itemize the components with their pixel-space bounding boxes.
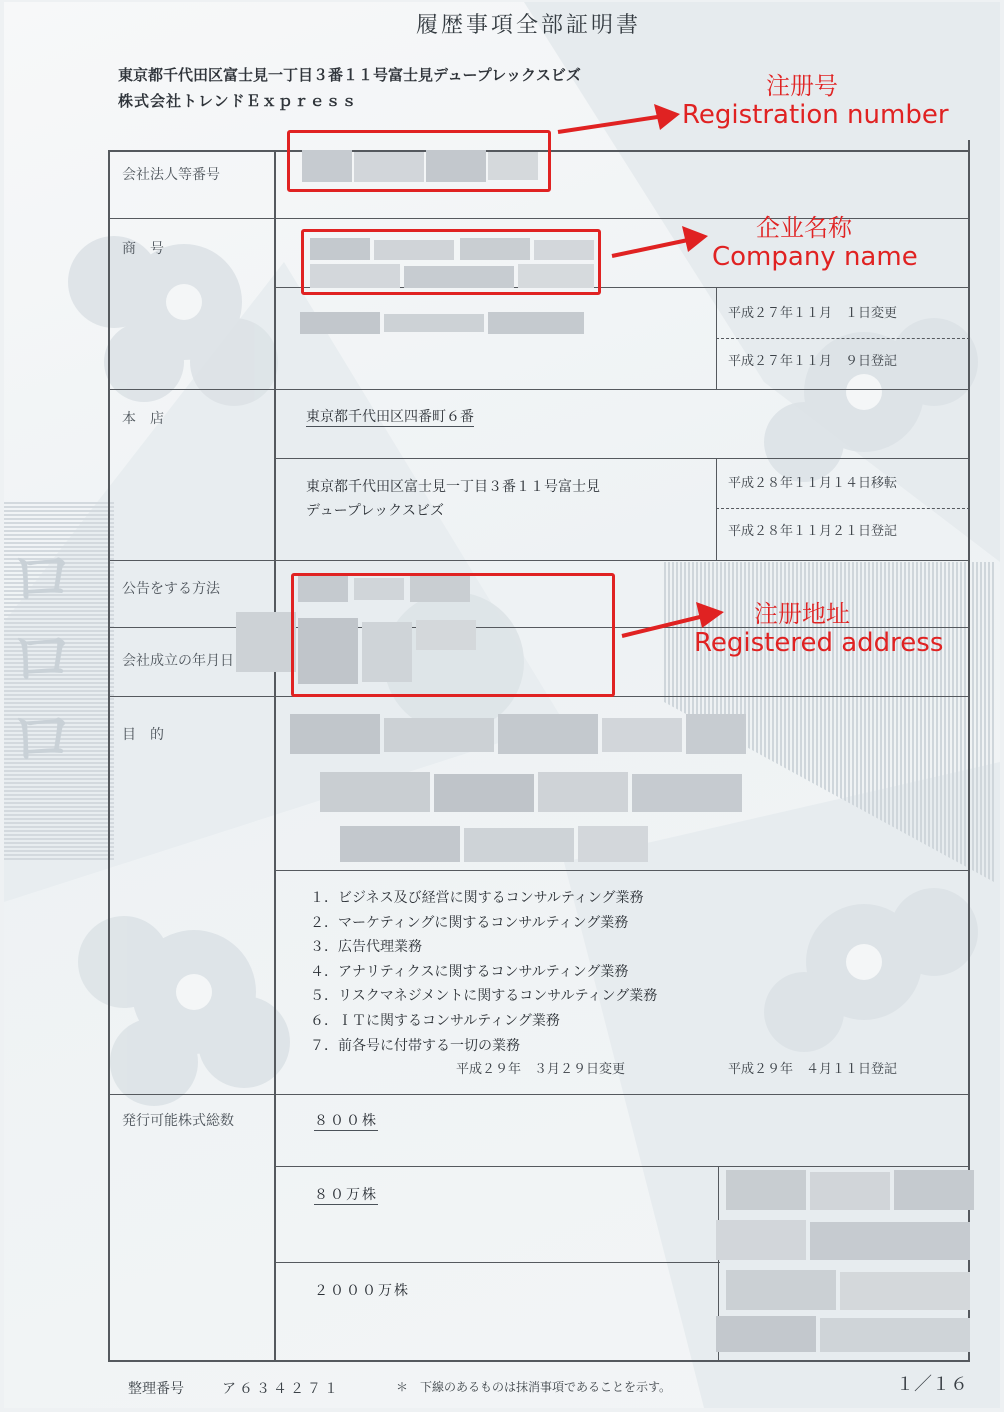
purpose-label: 目 的 — [122, 727, 164, 743]
authorized-shares-2: ８０万株 — [314, 1187, 378, 1203]
head-office-move-date: 平成２８年１１月１４日移転 — [728, 476, 898, 491]
registration-number-en-label: Registration number — [682, 100, 949, 130]
purpose-registration-date: 平成２９年 ４月１１日登記 — [728, 1062, 898, 1077]
redacted-former-name — [300, 308, 590, 336]
arrow-icon — [608, 220, 718, 266]
redacted-share-dates — [716, 1166, 978, 1356]
head-office-old-address: 東京都千代田区四番町６番 — [306, 409, 474, 425]
trade-name-label: 商 号 — [122, 241, 164, 257]
serial-number: ア６３４２７１ — [222, 1381, 341, 1397]
redacted-smudge — [236, 612, 296, 672]
page-number: １／１６ — [896, 1374, 968, 1395]
label-column-divider — [274, 150, 276, 1362]
head-office-registration-date: 平成２８年１１月２１日登記 — [728, 524, 898, 539]
watermark-glyph: ロ — [6, 536, 79, 620]
document-title: 履歴事項全部証明書 — [416, 13, 642, 38]
row-divider — [276, 870, 970, 871]
table-border-bottom — [108, 1360, 970, 1362]
serial-label: 整理番号 — [128, 1381, 184, 1397]
footer-note: ＊ 下線のあるものは抹消事項であることを示す。 — [396, 1380, 672, 1394]
certificate-page — [4, 2, 1000, 1408]
registered-address-cn-label: 注册地址 — [754, 600, 850, 628]
registration-number-highlight — [287, 130, 551, 192]
trade-name-change-date: 平成２７年１１月 １日変更 — [728, 306, 898, 321]
purpose-list — [310, 886, 657, 1058]
company-address-line: 東京都千代田区富士見一丁目３番１１号富士見デュープレックスビズ — [118, 66, 581, 84]
row-divider — [108, 1094, 970, 1095]
arrow-icon — [554, 98, 694, 148]
company-name-en-label: Company name — [712, 242, 918, 272]
purpose-item: ４．アナリティクスに関するコンサルティング業務 — [310, 963, 629, 980]
notice-method-label: 公告をする方法 — [122, 581, 220, 597]
row-divider — [108, 389, 970, 390]
registered-address-highlight — [291, 573, 615, 697]
head-office-new-address-2: デュープレックスビズ — [306, 503, 445, 519]
company-name-cn-label: 企业名称 — [756, 214, 852, 242]
purpose-item: ２．マーケティングに関するコンサルティング業務 — [310, 914, 629, 931]
purpose-item: ５．リスクマネジメントに関するコンサルティング業務 — [310, 988, 658, 1005]
purpose-change-date: 平成２９年 ３月２９日変更 — [456, 1062, 626, 1077]
redacted-old-purpose — [290, 714, 760, 866]
table-border-left — [108, 150, 110, 1362]
authorized-shares-label: 発行可能株式総数 — [122, 1113, 234, 1129]
date-dashed-divider — [716, 508, 970, 509]
trade-name-registration-date: 平成２７年１１月 ９日登記 — [728, 354, 898, 369]
date-dashed-divider — [716, 338, 970, 339]
head-office-label: 本 店 — [122, 411, 164, 427]
company-name-line: 株式会社トレンドＥｘｐｒｅｓｓ — [118, 92, 358, 110]
date-column-divider — [716, 458, 717, 560]
row-divider — [108, 560, 970, 561]
authorized-shares-1: ８００株 — [314, 1113, 378, 1129]
watermark-glyph: ロ — [6, 616, 79, 700]
watermark-glyph: ロ — [6, 696, 79, 780]
authorized-shares-3: ２０００万株 — [314, 1283, 410, 1299]
company-name-highlight — [301, 229, 601, 295]
established-date-label: 会社成立の年月日 — [122, 653, 234, 669]
row-divider — [276, 1262, 720, 1263]
purpose-item: ７．前各号に付帯する一切の業務 — [310, 1037, 520, 1054]
row-divider — [276, 458, 970, 459]
purpose-item: ６．ＩＴに関するコンサルティング業務 — [310, 1012, 560, 1029]
registration-number-cn-label: 注册号 — [766, 72, 838, 100]
purpose-item: ３．広告代理業務 — [310, 939, 422, 956]
purpose-item: １．ビジネス及び経営に関するコンサルティング業務 — [310, 890, 644, 906]
registered-address-en-label: Registered address — [694, 628, 944, 658]
head-office-new-address: 東京都千代田区富士見一丁目３番１１号富士見 — [306, 479, 600, 495]
corp-number-label: 会社法人等番号 — [122, 167, 220, 183]
